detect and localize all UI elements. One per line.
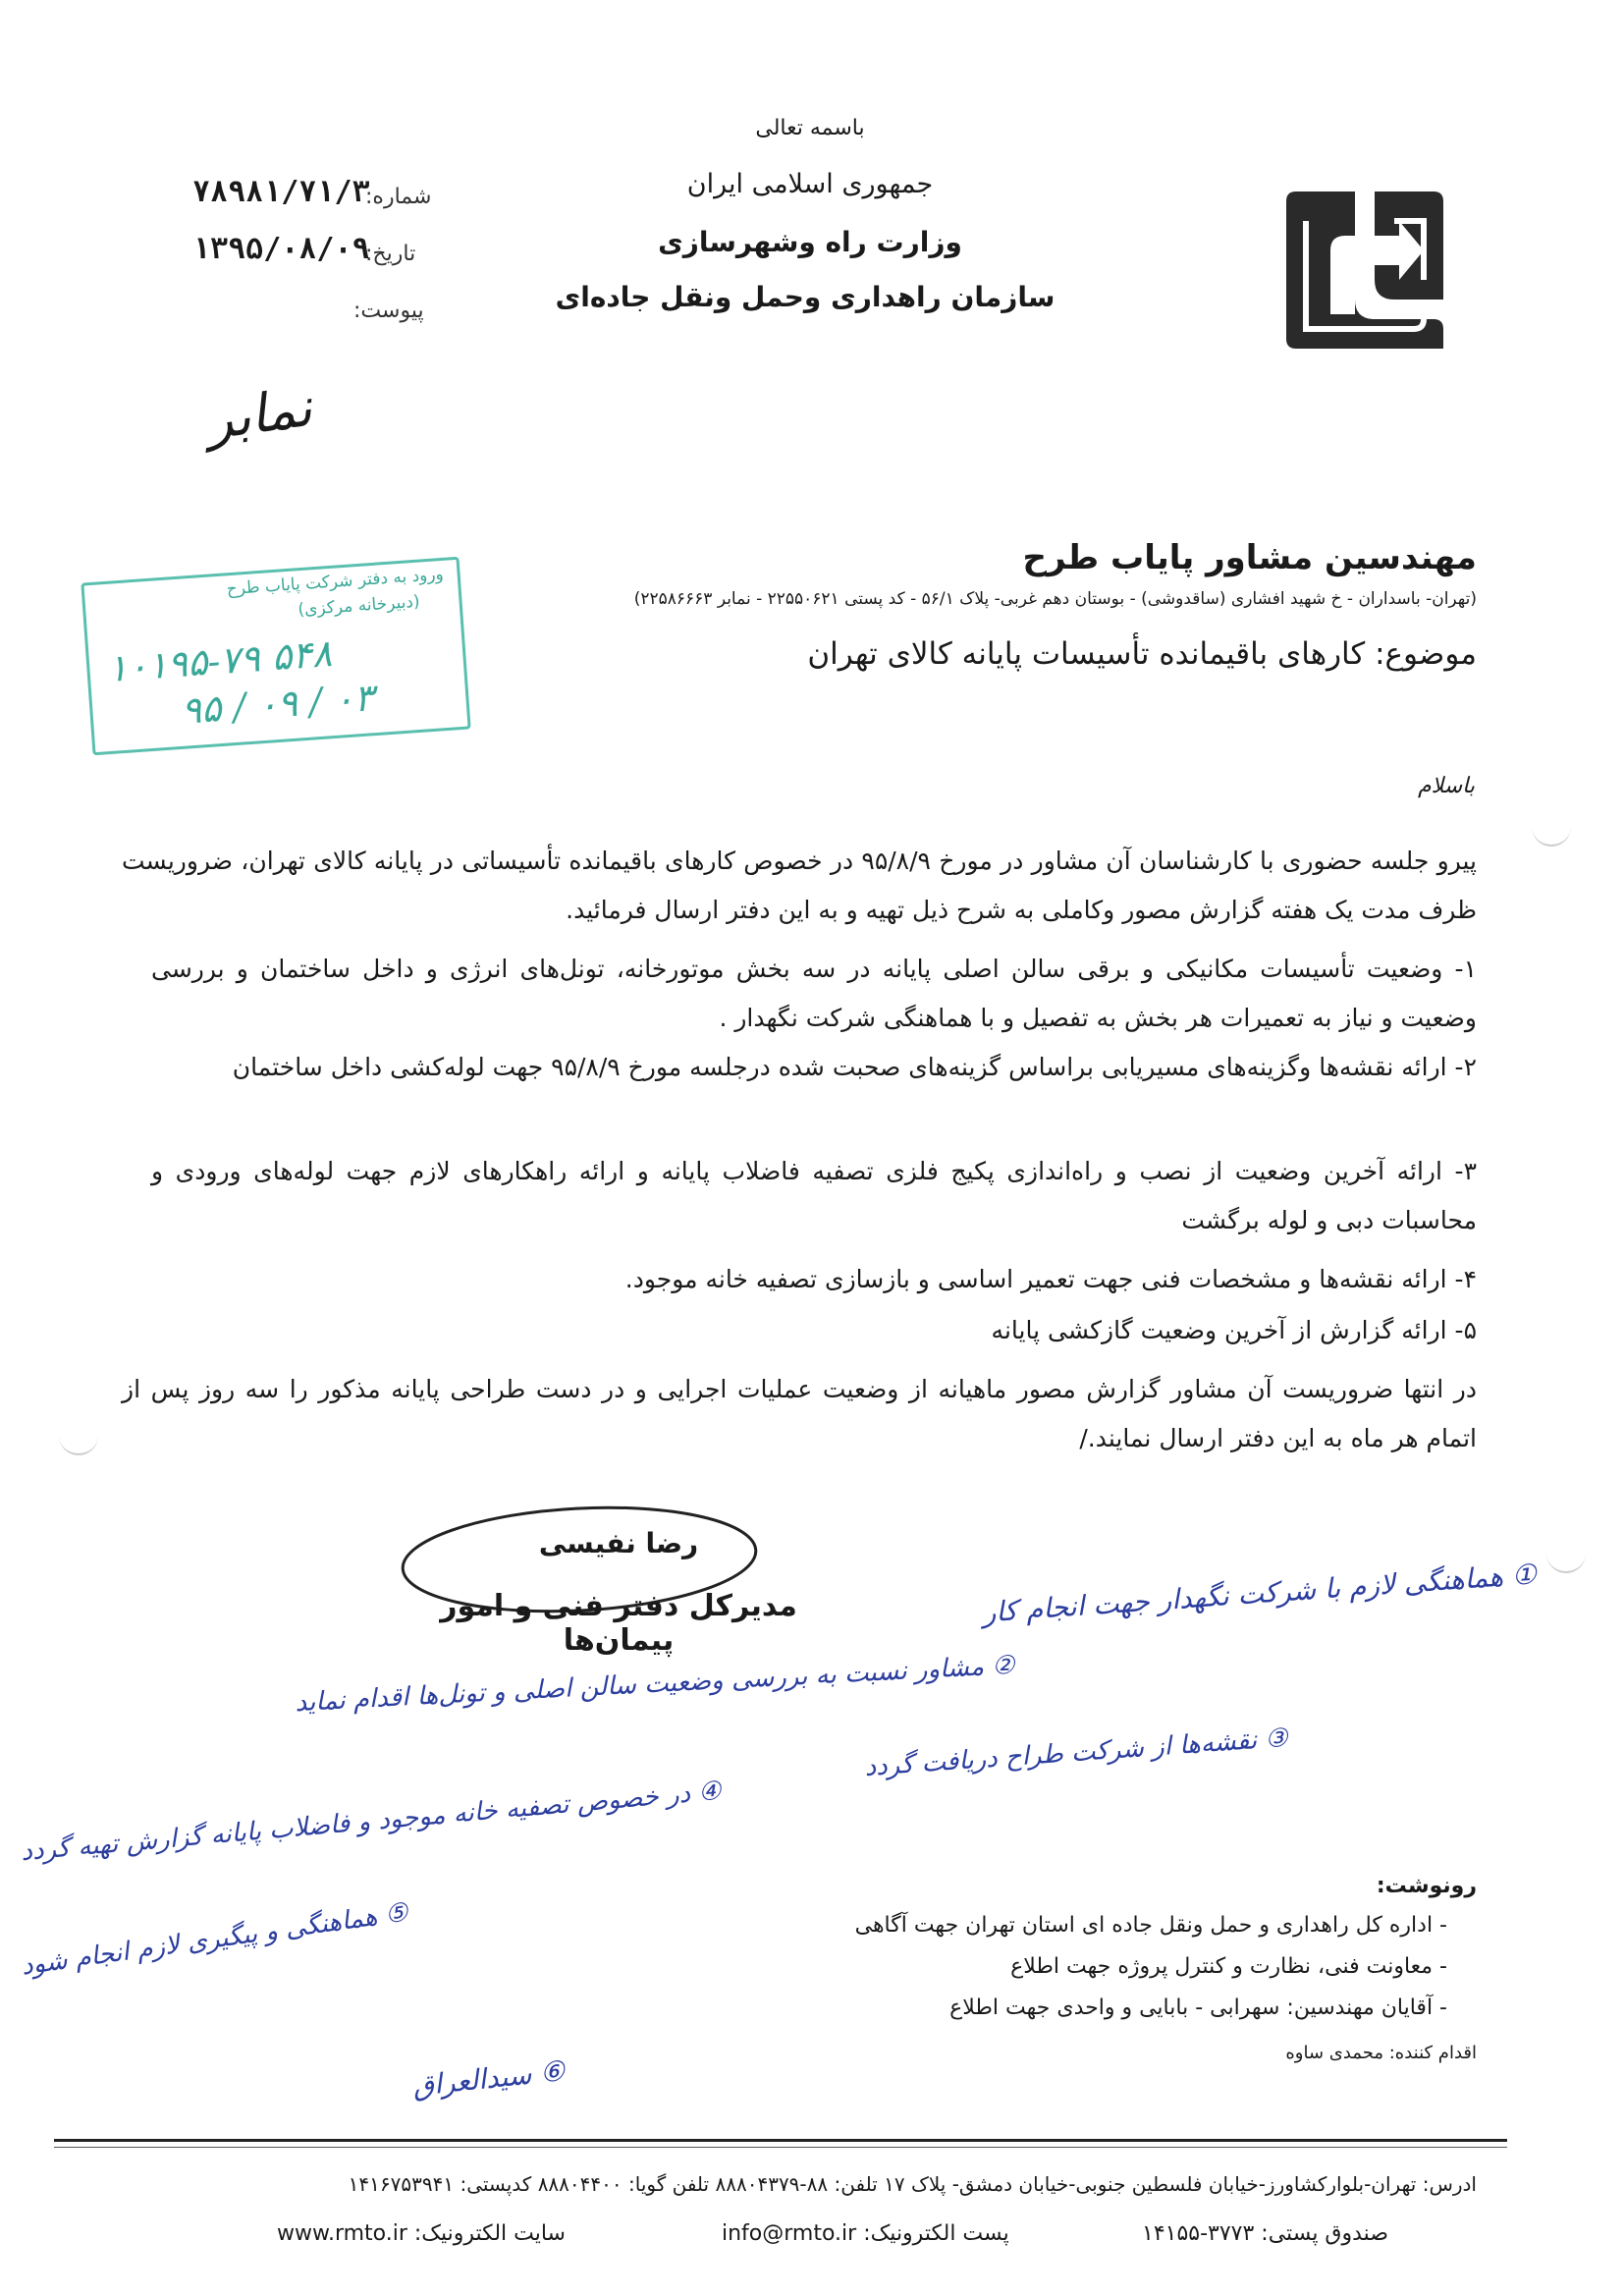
cc-item: - اداره کل راهداری و حمل ونقل جاده ای استان تهران جهت آگاهی [854,1913,1447,1938]
list-item: ۵- ارائه گزارش از آخرین وضعیت گازکشی پایانه [991,1316,1477,1344]
republic-heading: جمهوری اسلامی ایران [686,169,934,199]
closing-paragraph: در انتها ضروریست آن مشاور گزارش مصور ماهیانه از وضعیت عملیات اجرایی و در دست طراحی پایانه مذکور را سه روز پس از اتمام هر ماه به این دفتر ارسال نمایند./ [122,1375,1477,1452]
date-label: تاریخ: [365,242,416,266]
handwritten-note: ② مشاور نسبت به بررسی وضعیت سالن اصلی و تونل‌ها اقدام نماید [294,1650,1016,1719]
footer-address: ادرس: تهران-بلوارکشاورز-خیابان فلسطین جنوبی-خیابان دمشق- پلاک ۱۷ تلفن: ۸۸-۸۸۸۰۴۳۷۹ تلفن گویا: ۸۸۸۰۴۴۰۰ کدپستی: ۱۴۱۶۷۵۳۹۴۱ [348,2172,1477,2196]
stamp-line-1: ورود به دفتر شرکت پایاب طرح [226,564,445,600]
footer-website: سایت الکترونیک: www.rmto.ir [277,2221,566,2246]
stamp-date: ۹۵ / ۰۹ / ۰۳ [180,676,376,733]
fax-handwritten-mark: نمابر [202,375,316,453]
footer-po-box: صندوق پستی: ۳۷۷۳-۱۴۱۵۵ [1142,2221,1388,2246]
number-label: شماره: [365,185,432,209]
attachment-label: پیوست: [353,299,424,323]
letter-date: ۱۳۹۵/۰۸/۰۹ [192,232,370,266]
received-stamp [81,557,470,755]
cc-heading: رونوشت: [1376,1874,1477,1898]
list-item: ۲- ارائه نقشه‌ها وگزینه‌های مسیریابی براساس گزینه‌های صحبت شده درجلسه مورخ ۹۵/۸/۹ جهت لوله‌کشی داخل ساختمان [232,1053,1477,1081]
handwritten-note: ⑤ هماهنگی و پیگیری لازم انجام شود [19,1897,410,1982]
footer-divider [54,2147,1507,2148]
organization-heading: سازمان راهداری وحمل ونقل جاده‌ای [555,281,1056,313]
ministry-heading: وزارت راه وشهرسازی [658,226,962,258]
recipient-name: مهندسین مشاور پایاب طرح [1022,538,1477,577]
cc-item: - معاونت فنی، نظارت و کنترل پروژه جهت اطلاع [1010,1954,1447,1979]
cc-item: - آقایان مهندسین: سهرابی - بابایی و واحدی جهت اطلاع [949,1995,1447,2020]
signatory-title: مدیرکل دفتر فنی و امور پیمان‌ها [440,1589,797,1658]
salutation: باسلام [1417,774,1475,798]
intro-paragraph: پیرو جلسه حضوری با کارشناسان آن مشاور در مورخ ۹۵/۸/۹ در خصوص کارهای باقیمانده تأسیساتی در پایانه کالای تهران، ضروریست ظرف مدت یک هفته گزارش مصور وکاملی به شرح ذیل تهیه و به این دفتر ارسال فرمائید. [122,847,1477,924]
letter-subject: موضوع: کارهای باقیمانده تأسیسات پایانه کالای تهران [807,636,1477,672]
footer-email: پست الکترونیک: info@rmto.ir [722,2221,1009,2246]
rmto-logo [1276,182,1453,358]
footer-divider [54,2139,1507,2142]
signatory-name: رضا نفیسی [538,1527,699,1559]
paper-crease-mark [1532,825,1571,847]
list-item: ۳- ارائه آخرین وضعیت از نصب و راه‌اندازی پکیج فلزی تصفیه فاضلاب پایانه و ارائه راهکارهای لازم جهت لوله‌های ورودی و محاسبات دبی و لوله برگشت [151,1157,1477,1234]
bismillah-heading: باسمه تعالی [755,116,865,140]
letter-number: ۷۸۹۸۱/۷۱/۳ [192,175,370,209]
stamp-line-2: (دبیرخانه مرکزی) [297,591,421,621]
recipient-address: (تهران- باسداران - خ شهید افشاری (ساقدوشی) - بوستان دهم غربی- پلاک ۵۶/۱ - کد پستی ۲۲۵۵۰۶۲۱ - نمابر ۲۲۵۸۶۶۶۳) [633,589,1477,609]
handwritten-note: ⑥ سیدالعراق [410,2053,567,2104]
list-item: ۱- وضعیت تأسیسات مکانیکی و برقی سالن اصلی پایانه در سه بخش موتورخانه، تونل‌های انرژی و داخل ساختمان و بررسی وضعیت و نیاز به تعمیرات هر بخش به تفصیل و با هماهنگی شرکت نگهدار . [151,955,1477,1032]
stamp-number: ۱۰۱۹۵-۷۹ ۵۴۸ [105,631,334,690]
handwritten-note: ④ در خصوص تصفیه خانه موجود و فاضلاب پایانه گزارش تهیه گردد [20,1776,723,1868]
paper-crease-mark [59,1434,98,1455]
handwritten-note: ① هماهنگی لازم با شرکت نگهدار جهت انجام کار [981,1558,1538,1629]
action-by: اقدام کننده: محمدی ساوه [1285,2043,1477,2063]
list-item: ۴- ارائه نقشه‌ها و مشخصات فنی جهت تعمیر اساسی و بازسازی تصفیه خانه موجود. [624,1265,1477,1293]
paper-crease-mark [1546,1552,1586,1573]
handwritten-note: ③ نقشه‌ها از شرکت طراح دریافت گردد [863,1722,1289,1783]
